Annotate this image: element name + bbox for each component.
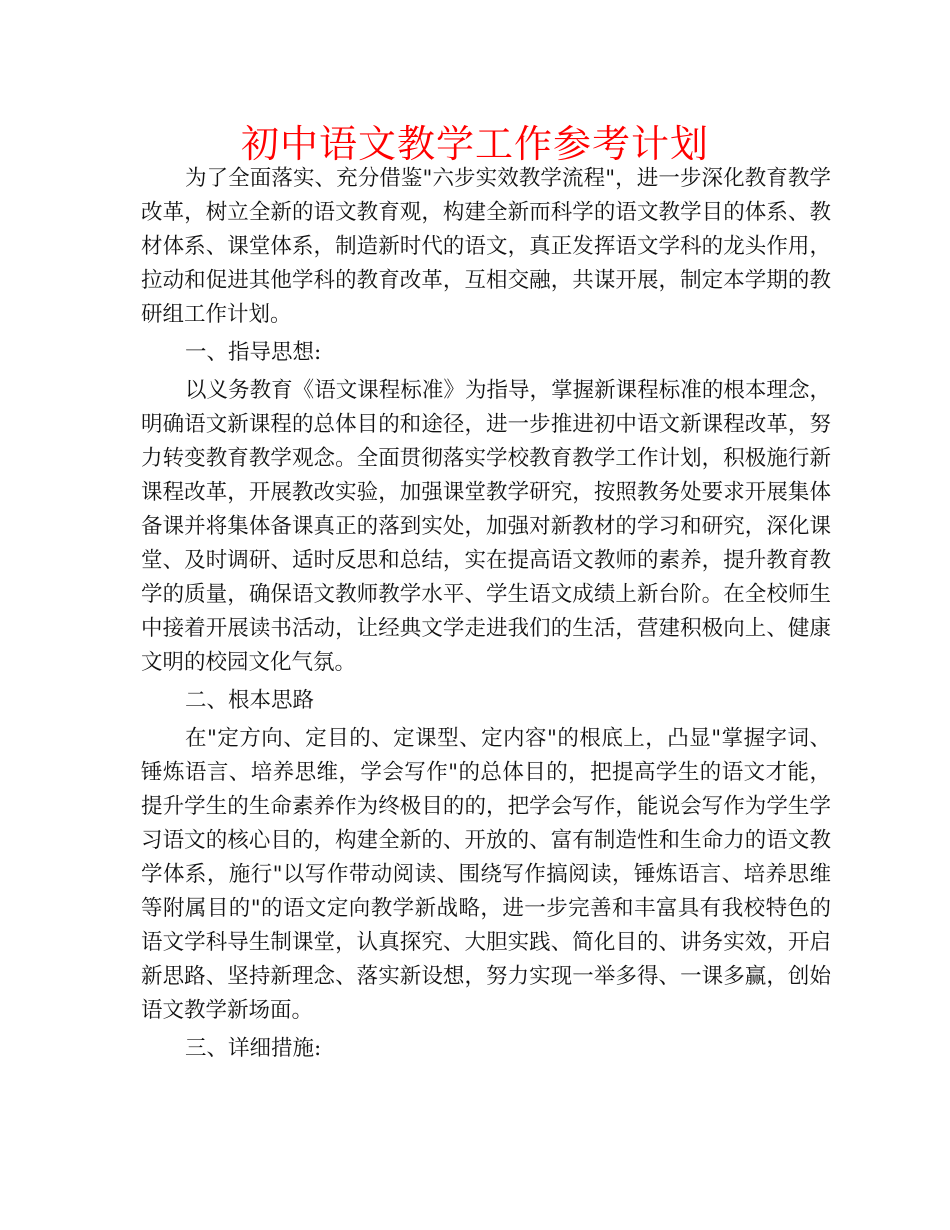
document-title: 初中语文教学工作参考计划 xyxy=(240,122,709,166)
section-heading-detailed-measures: 三、详细措施: xyxy=(185,1036,322,1061)
section-heading-basic-approach: 二、根本思路 xyxy=(185,688,315,713)
guiding-ideas-paragraph: 以义务教育《语文课程标准》为指导，掌握新课程标准的根本理念，明确语文新课程的总体目的和途径，进一步推进初中语文新课程改革，努力转变教育教学观念。全面贯彻落实学校教育教学工作计划，积极施行新课程改革，开展教改实验，加强课堂教学研究，按照教务处要求开展集体备课并将集体备课真正的落到实处，加强对新教材的学习和研究，深化课堂、及时调研、适时反思和总结，实在提高语文教师的素养，提升教育教学的质量，确保语文教师教学水平、学生语文成绩上新台阶。在全校师生中接着开展读书活动，让经典文学走进我们的生活，营建积极向上、健康文明的校园文化气氛。 xyxy=(141,378,831,675)
basic-approach-paragraph: 在"定方向、定目的、定课型、定内容"的根底上，凸显"掌握字词、锤炼语言、培养思维，学会写作"的总体目的，把提高学生的语文才能，提升学生的生命素养作为终极目的的，把学会写作，能说会写作为学生学习语文的核心目的，构建全新的、开放的、富有制造性和生命力的语文教学体系，施行"以写作带动阅读、围绕写作搞阅读，锤炼语言、培养思维等附属目的"的语文定向教学新战略，进一步完善和丰富具有我校特色的语文学科导生制课堂，认真探究、大胆实践、简化目的、讲务实效，开启新思路、坚持新理念、落实新设想，努力实现一举多得、一课多赢，创始语文教学新场面。 xyxy=(141,726,831,1023)
section-heading-guiding-ideas: 一、指导思想: xyxy=(185,340,322,365)
document-body xyxy=(141,162,831,1066)
intro-paragraph: 为了全面落实、充分借鉴"六步实效教学流程"，进一步深化教育教学改革，树立全新的语文教育观，构建全新而科学的语文教学目的体系、教材体系、课堂体系，制造新时代的语文，真正发挥语文学科的龙头作用，拉动和促进其他学科的教育改革，互相交融，共谋开展，制定本学期的教研组工作计划。 xyxy=(141,166,831,327)
